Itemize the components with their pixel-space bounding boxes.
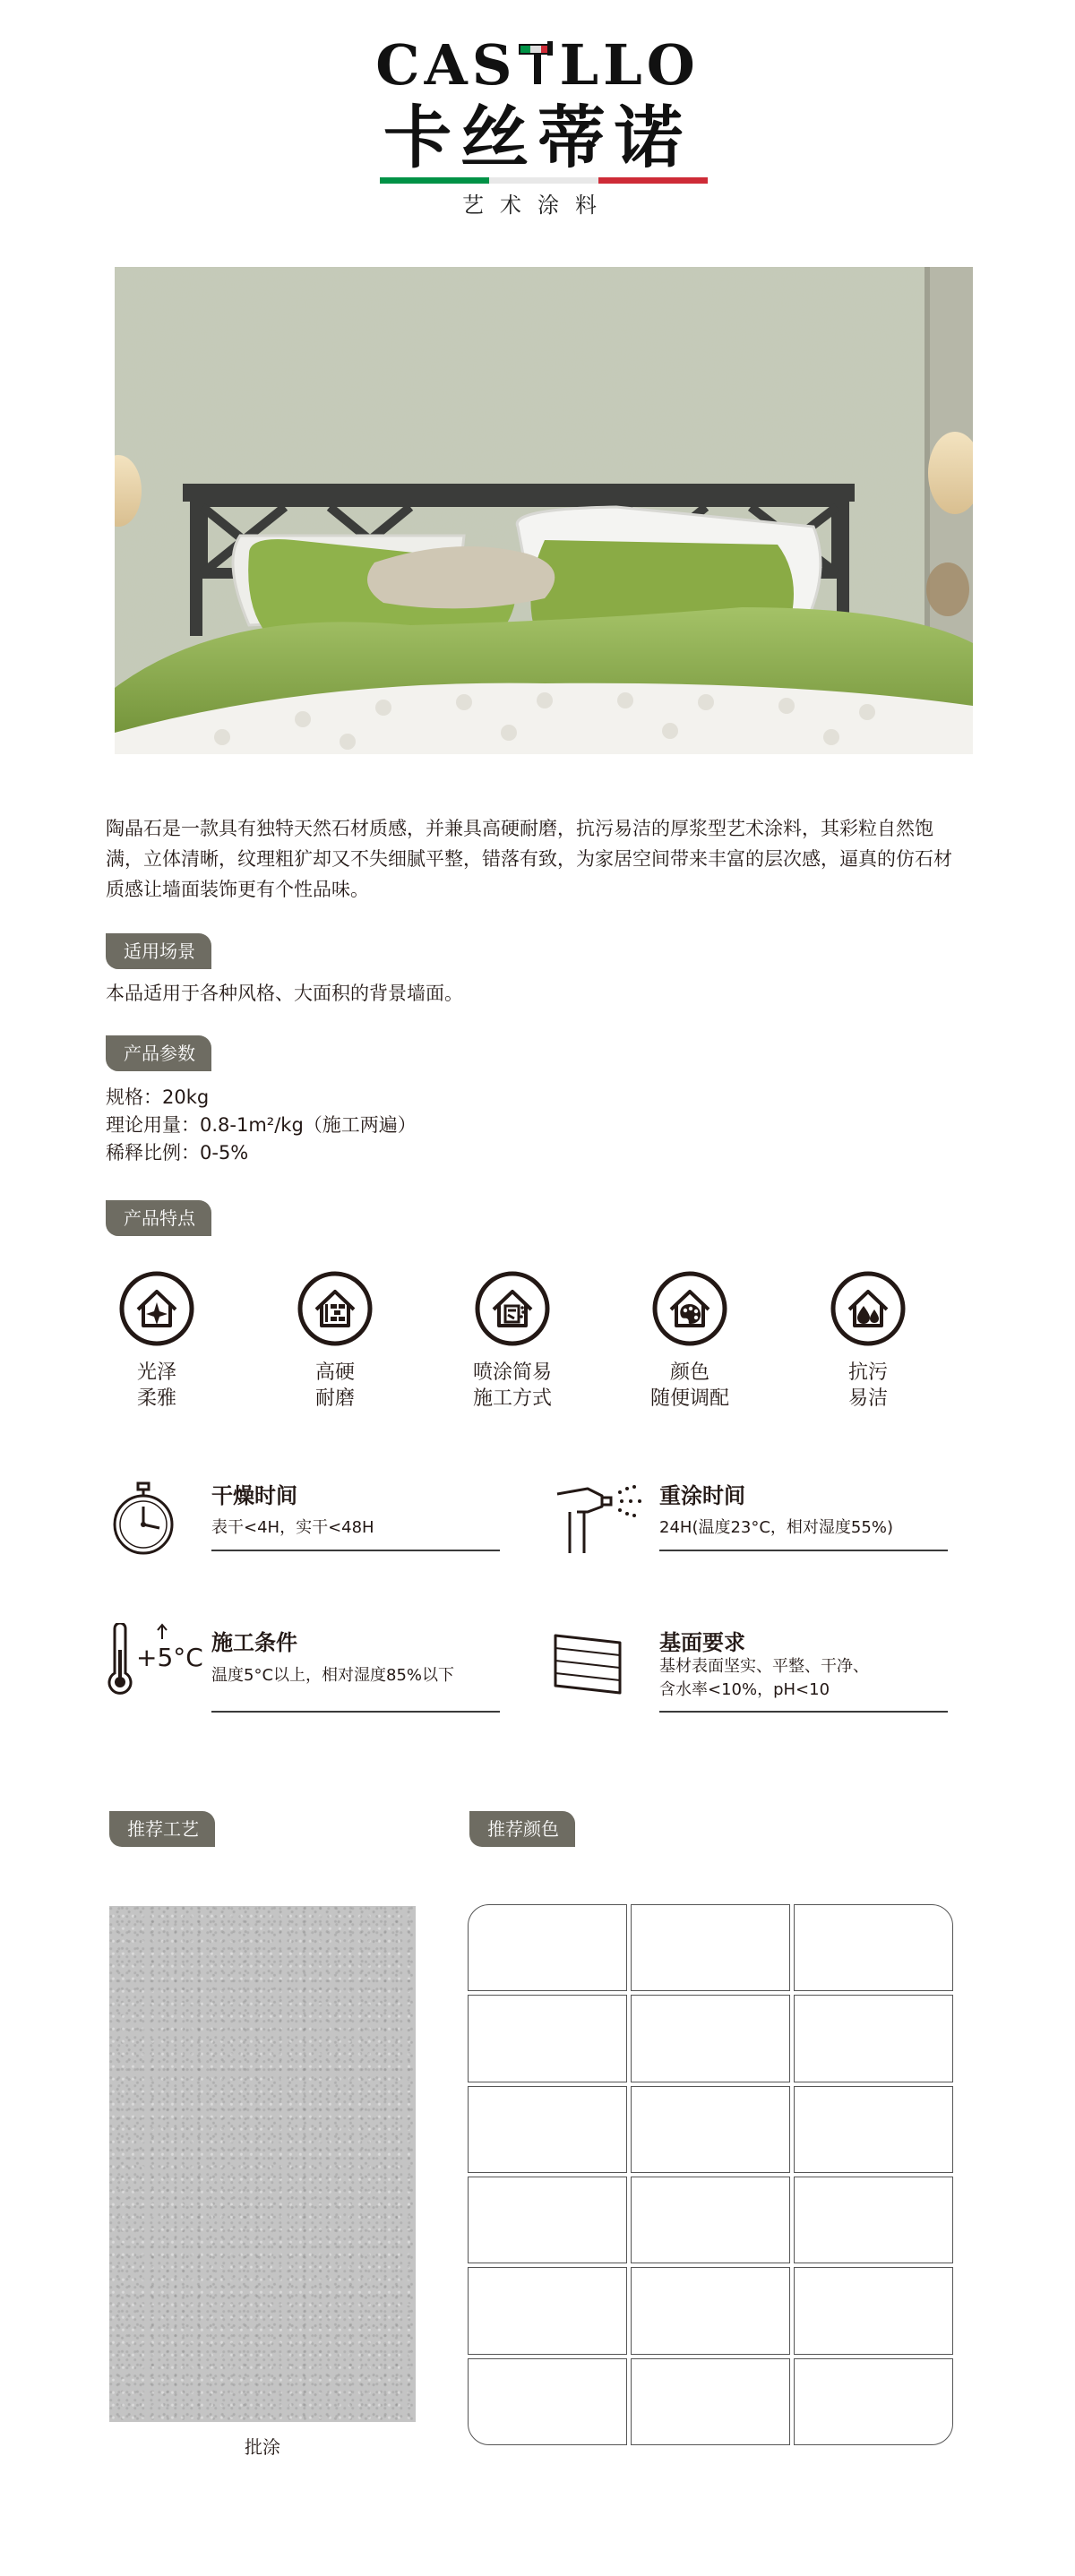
color-swatch[interactable] [794,2086,953,2173]
spec-recoat-text: 24H(温度23°C，相对湿度55%) [659,1518,893,1537]
thermometer-icon [106,1623,134,1698]
color-swatch[interactable] [468,2358,627,2445]
feature-stain [801,1270,935,1412]
color-swatch[interactable] [794,2177,953,2263]
brick-house-icon [297,1270,374,1347]
param-dilution: 稀释比例：0-5% [106,1142,249,1163]
feature-label-line2: 随便调配 [649,1387,729,1410]
feature-label-line1: 高硬 [314,1361,355,1384]
feature-label-line2: 施工方式 [472,1387,552,1410]
brand-en-left: CAS [375,32,517,98]
color-swatch[interactable] [631,2086,790,2173]
spec-recoat-title: 重涂时间 [659,1483,745,1508]
brand-en-right: LLO [559,32,700,98]
paint-brush-logo-icon [517,38,560,84]
craft-caption: 批涂 [245,2436,280,2458]
spray-gun-icon [552,1476,645,1560]
color-swatch[interactable] [631,1904,790,1991]
feature-hardness [268,1270,402,1412]
feature-label-line2: 柔雅 [136,1387,176,1410]
color-swatch[interactable] [468,2086,627,2173]
param-usage: 理论用量：0.8-1m²/kg（施工两遍） [106,1114,417,1136]
feature-spray [445,1270,580,1412]
feature-label-line1: 抗污 [847,1361,888,1384]
color-swatch[interactable] [631,1995,790,2082]
spec-condition-title: 施工条件 [211,1630,297,1655]
brand-logo-cn: 卡丝蒂诺 [383,98,692,177]
spec-dry-divider [211,1550,500,1551]
product-intro: 陶晶石是一款具有独特天然石材质感，并兼具高硬耐磨，抗污易洁的厚浆型艺术涂料，其彩粒自然饱满，立体清晰，纹理粗犷却又不失细腻平整，错落有致，为家居空间带来丰富的层次感，逼真的仿石材质感让墙面装饰更有个性品味。 [106,818,952,900]
spec-dry-text: 表干<4H，实干<48H [211,1518,374,1537]
bedroom-hero-image [115,267,973,754]
color-swatch[interactable] [794,1904,953,1991]
craft-texture-swatch [109,1906,416,2422]
color-swatch[interactable] [468,2267,627,2354]
feature-label-line1: 喷涂简易 [472,1361,552,1384]
color-swatch[interactable] [468,2177,627,2263]
color-swatch[interactable] [631,2267,790,2354]
color-swatch[interactable] [468,1995,627,2082]
palette-house-icon [651,1270,728,1347]
feature-label-line1: 颜色 [669,1361,710,1384]
feature-gloss [90,1270,224,1412]
spec-surface-title: 基面要求 [659,1630,745,1655]
feature-color [623,1270,757,1412]
droplet-house-icon [830,1270,907,1347]
italian-flag-line [380,177,708,184]
feature-label-line2: 易洁 [847,1387,888,1410]
param-spec: 规格：20kg [106,1086,210,1108]
color-swatch[interactable] [468,1904,627,1991]
color-swatch[interactable] [631,2177,790,2263]
craft-tag: 推荐工艺 [109,1811,215,1847]
spec-condition-divider [211,1711,500,1713]
scene-tag: 适用场景 [106,933,211,969]
feature-label-line1: 光泽 [136,1361,176,1384]
spec-surface-text2: 含水率<10%，pH<10 [659,1680,830,1699]
spec-surface-text1: 基材表面坚实、平整、干净、 [659,1657,869,1676]
brand-subtitle: 艺术涂料 [462,193,613,218]
color-swatch[interactable] [794,2267,953,2354]
spec-dry-title: 干燥时间 [211,1483,297,1508]
sparkle-house-icon [118,1270,195,1347]
spray-house-icon [474,1270,551,1347]
feature-label-line2: 耐磨 [314,1387,355,1410]
color-swatch[interactable] [794,2358,953,2445]
params-tag: 产品参数 [106,1035,211,1071]
features-tag: 产品特点 [106,1200,211,1236]
color-swatch[interactable] [794,1995,953,2082]
color-swatch[interactable] [631,2358,790,2445]
stopwatch-icon [109,1481,177,1560]
brand-logo-en [0,34,1075,97]
spec-condition-text: 温度5°C以上，相对湿度85%以下 [211,1666,455,1685]
spec-recoat-divider [659,1550,948,1551]
spec-surface-divider [659,1711,948,1713]
scene-text: 本品适用于各种风格、大面积的背景墙面。 [106,983,463,1004]
temperature-up-indicator [136,1623,203,1686]
color-swatch-grid [468,1904,953,2445]
colors-tag: 推荐颜色 [469,1811,575,1847]
wall-panels-icon [552,1630,624,1702]
temperature-label: +5°C [136,1643,203,1672]
